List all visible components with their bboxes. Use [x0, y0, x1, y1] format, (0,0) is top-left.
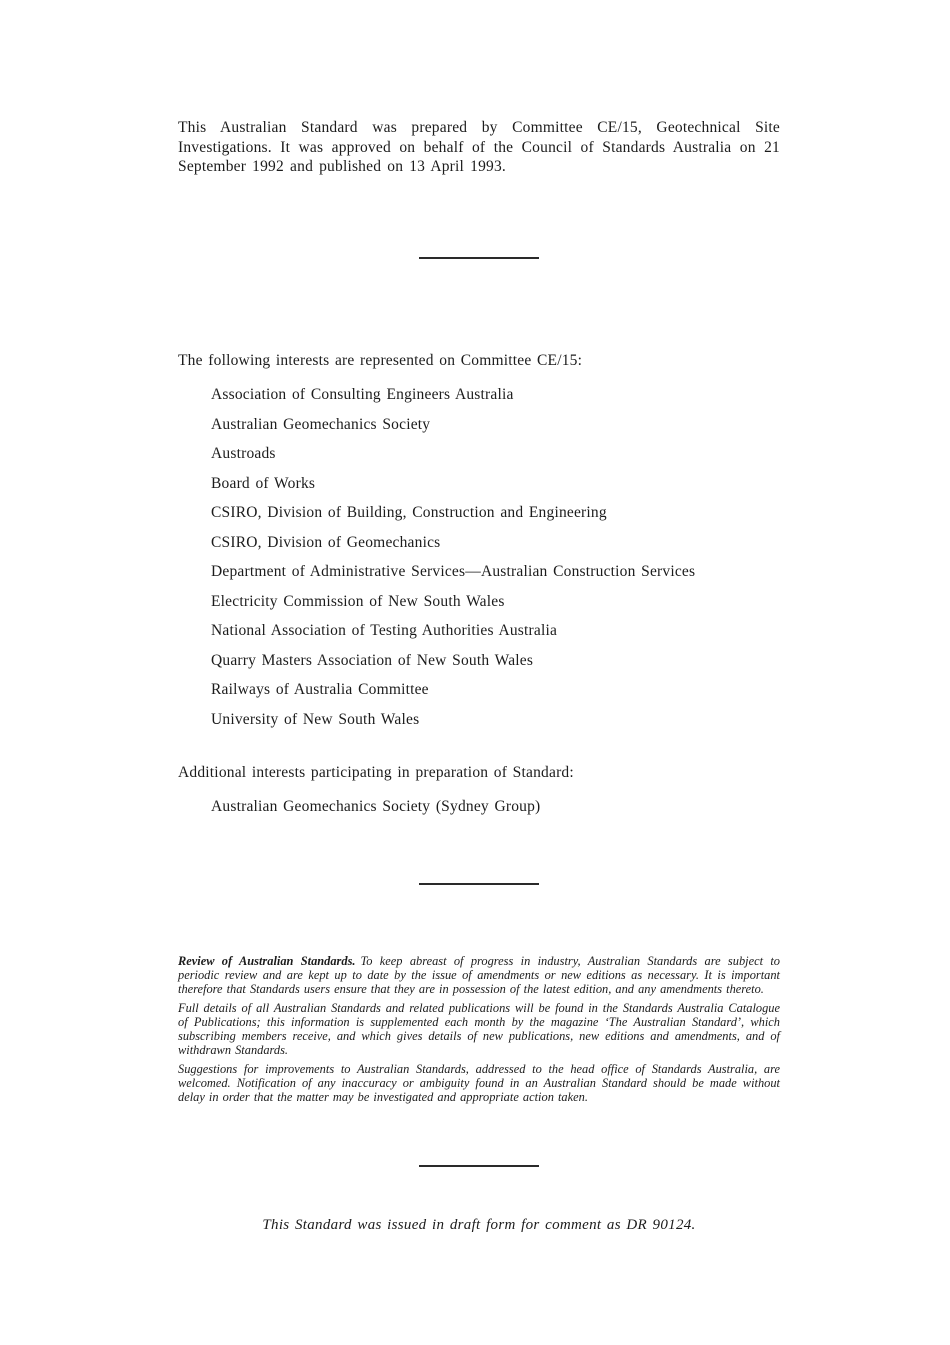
committee-member: Department of Administrative Services—Australian Construction Services — [211, 563, 696, 581]
committee-member-list — [211, 380, 780, 734]
section-divider-top — [419, 257, 539, 259]
review-note-paragraph-2: Full details of all Australian Standards and related publications will be found in the Standards Australia Catalogue of Publications; this information is supplemented each month by the magazine ‘The Australian Standard’, which subscribing members receive, and which gives details of new publications, new editions and amendments, and of withdrawn Standards. — [178, 1001, 780, 1057]
committee-member: CSIRO, Division of Building, Construction and Engineering — [211, 504, 607, 522]
additional-interests-list — [211, 792, 780, 822]
review-note-paragraph-1 — [178, 955, 780, 997]
draft-issue-note: This Standard was issued in draft form for comment as DR 90124. — [262, 1216, 696, 1233]
committee-member: Australian Geomechanics Society — [211, 415, 431, 433]
committee-member: University of New South Wales — [211, 710, 420, 728]
committee-member: Austroads — [211, 445, 276, 463]
review-note-lead: Review of Australian Standards. — [178, 954, 356, 969]
committee-heading: The following interests are represented on Committee CE/15: — [178, 351, 583, 369]
additional-interests-heading: Additional interests participating in preparation of Standard: — [178, 764, 574, 782]
section-divider-middle — [419, 883, 539, 885]
committee-member: Electricity Commission of New South Wales — [211, 592, 505, 610]
committee-member: CSIRO, Division of Geomechanics — [211, 533, 441, 551]
committee-member: National Association of Testing Authorities Australia — [211, 622, 558, 640]
committee-member: Quarry Masters Association of New South Wales — [211, 651, 534, 669]
committee-member: Board of Works — [211, 474, 316, 492]
committee-member: Association of Consulting Engineers Australia — [211, 386, 514, 404]
intro-paragraph: This Australian Standard was prepared by Committee CE/15, Geotechnical Site Investigations. It was approved on behalf of the Council of Standards Australia on 21 September 1992 and published on 13 April 1993. — [178, 119, 780, 176]
committee-member: Railways of Australia Committee — [211, 681, 429, 699]
review-note-paragraph-3: Suggestions for improvements to Australian Standards, addressed to the head office of Standards Australia, are welcomed. Notification of any inaccuracy or ambiguity found in an Australian Standard should be made without delay in order that the matter may be investigated and appropriate action taken. — [178, 1061, 780, 1104]
review-notes — [178, 955, 780, 1104]
additional-interest-member: Australian Geomechanics Society (Sydney Group) — [211, 797, 541, 815]
review-note-body: To keep abreast of progress in industry, Australian Standards are subject to periodic review and are kept up to date by the issue of amendments or new editions as necessary. It is important therefore that Standards users ensure that they are in possession of the latest edition, and any amendments thereto. — [178, 954, 780, 997]
section-divider-bottom — [419, 1165, 539, 1167]
